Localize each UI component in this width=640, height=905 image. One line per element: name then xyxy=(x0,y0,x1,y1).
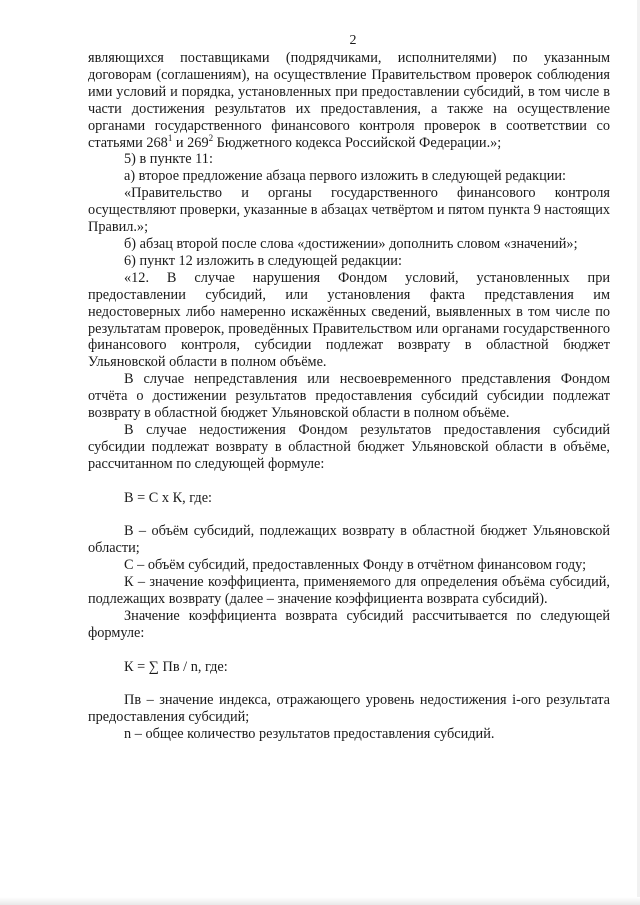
definition-c: С – объём субсидий, предоставленных Фонду в отчётном финансовом году; xyxy=(124,557,587,574)
paragraph-results-not-achieved: В случае недостижения Фондом результатов предоставления субсидий субсидии подлежат возврату в областной бюджет Ульяновской области в объёме, рассчитанном по следующей формуле: xyxy=(88,421,610,472)
formula-return-volume: В = С х К, где: xyxy=(124,489,213,506)
conjunction-text: и xyxy=(175,134,184,151)
paragraph-quote-verification: «Правительство и органы государственного финансового контроля осуществляют проверки, указанные в абзацах четвёртом и пятом пункта 9 настоящих Правил.»; xyxy=(88,185,610,236)
spacer xyxy=(88,675,610,692)
spacer xyxy=(88,642,610,659)
paragraph-item-6: 6) пункт 12 изложить в следующей редакции: xyxy=(124,252,402,269)
paragraph-subitem-a: а) второе предложение абзаца первого изложить в следующей редакции: xyxy=(124,168,566,185)
page-number: 2 xyxy=(349,33,357,48)
paragraph-verification-rights xyxy=(88,50,610,151)
paragraph-coefficient-calc: Значение коэффициента возврата субсидий рассчитывается по следующей формуле: xyxy=(88,607,610,641)
paragraph-text-tail: Бюджетного кодекса Российской Федерации.»; xyxy=(216,134,502,151)
paragraph-subitem-b: б) абзац второй после слова «достижении» дополнить словом «значений»; xyxy=(124,235,578,252)
article-number-269: 269 xyxy=(187,134,209,151)
definition-pv: Пв – значение индекса, отражающего уровень недостижения i-ого результата предоставления субсидий; xyxy=(88,692,610,726)
paragraph-text: являющихся поставщиками (подрядчиками, исполнителями) по указанным договорам (соглашениям), на осуществление Правительством проверок соблюдения ими условий и порядка, установленных при предоставлении субсидий, в том числе в части достижения результатов их предоставления, а также на осуществление органами государственного финансового контроля проверок в соответствии со статьями xyxy=(88,50,610,151)
definition-k: К – значение коэффициента, применяемого для определения объёма субсидий, подлежащих возврату (далее – значение коэффициента возврата субсидий). xyxy=(88,574,610,607)
definition-n: n – общее количество результатов предоставления субсидий. xyxy=(124,726,495,743)
paragraph-item-5: 5) в пункте 11: xyxy=(124,151,213,168)
paragraph-report-not-submitted: В случае непредставления или несвоевременного представления Фондом отчёта о достижении результатов предоставления субсидий субсидии подлежат возврату в областной бюджет Ульяновской области в полном объёме. xyxy=(88,371,610,422)
scan-edge-bottom xyxy=(0,897,640,905)
spacer xyxy=(88,473,610,490)
superscript-1: 1 xyxy=(167,132,173,143)
paragraph-item-12-violation: «12. В случае нарушения Фондом условий, установленных при предоставлении субсидий, или установления факта представления им недостоверных либо намеренно искажённых сведений, выявленных в том числе по результатам проверок, проведённых Правительством или органами государственного финансового контроля, субсидии подлежат возврату в областной бюджет Ульяновской области в полном объёме. xyxy=(88,269,610,371)
definition-v: В – объём субсидий, подлежащих возврату в областной бюджет Ульяновской области; xyxy=(88,523,610,557)
article-number-268: 268 xyxy=(146,134,168,151)
superscript-2: 2 xyxy=(208,132,214,143)
spacer xyxy=(88,506,610,523)
formula-coefficient: К = ∑ Пв / n, где: xyxy=(124,658,228,675)
